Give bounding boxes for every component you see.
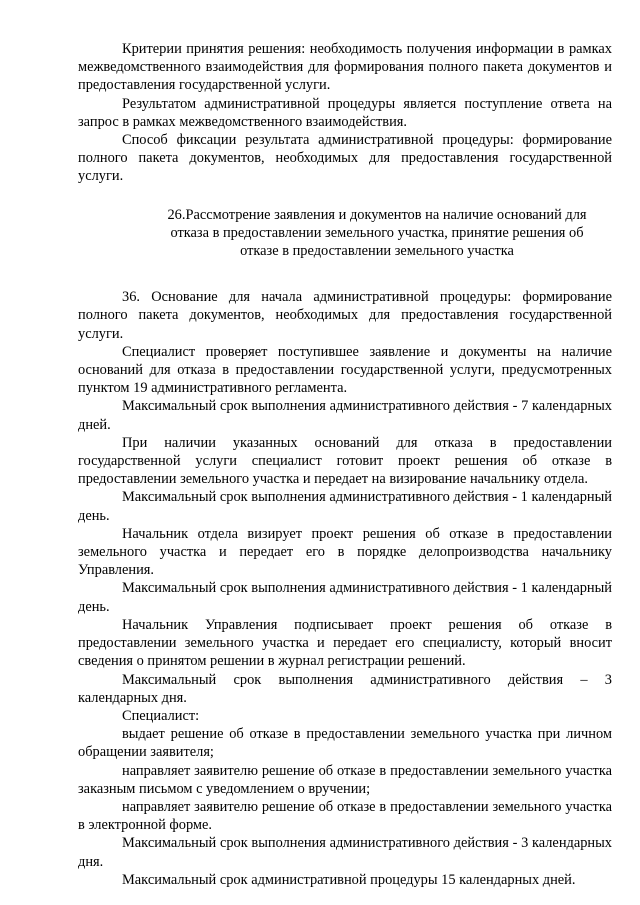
paragraph-specialist-check: Специалист проверяет поступившее заявление и документы на наличие оснований для отказа в предоставлении государственной услуги, предусмотренных пунктом 19 административного регламента. bbox=[78, 343, 612, 397]
paragraph-head-of-administration: Начальник Управления подписывает проект решения об отказе в предоставлении земельного участка и передает его специалисту, который вносит сведения о принятом решении в журнал регистрации решений. bbox=[78, 616, 612, 670]
paragraph-issue-personally: выдает решение об отказе в предоставлении земельного участка при личном обращении заявителя; bbox=[78, 726, 612, 761]
paragraph-max-term: Максимальный срок выполнения административного действия - 3 календарных дня. bbox=[78, 835, 612, 870]
paragraph-max-term: Максимальный срок выполнения административного действия - 1 календарный день. bbox=[78, 489, 612, 524]
section-heading-line: отказа в предоставлении земельного участка, принятие решения об bbox=[170, 224, 584, 241]
paragraph-max-term: Максимальный срок выполнения административного действия – 3 календарных дня. bbox=[78, 671, 612, 706]
document-page bbox=[78, 40, 612, 889]
paragraph-decision-criteria: Критерии принятия решения: необходимость получения информации в рамках межведомственного взаимодействия для формирования полного пакета документов и предоставления государственной услуги. bbox=[78, 41, 612, 94]
paragraph-result-fixation: Способ фиксации результата административной процедуры: формирование полного пакета документов, необходимых для предоставления государственной услуги. bbox=[78, 132, 612, 185]
section-heading bbox=[78, 206, 612, 261]
section-heading-line: 26.Рассмотрение заявления и документов на наличие оснований для bbox=[167, 206, 587, 223]
section-heading-line: отказе в предоставлении земельного участка bbox=[240, 243, 514, 260]
paragraph-procedure-basis: 36. Основание для начала административной процедуры: формирование полного пакета документов, необходимых для предоставления государственной услуги. bbox=[78, 289, 612, 342]
paragraph-specialist-label: Специалист: bbox=[122, 707, 200, 724]
paragraph-max-term: Максимальный срок выполнения административного действия - 7 календарных дней. bbox=[78, 398, 612, 433]
paragraph-draft-refusal: При наличии указанных оснований для отказа в предоставлении государственной услуги специалист готовит проект решения об отказе в предоставлении земельного участка и передает на визирование начальнику отдела. bbox=[78, 434, 612, 488]
paragraph-head-of-department: Начальник отдела визирует проект решения об отказе в предоставлении земельного участка и передает его в порядке делопроизводства начальнику Управления. bbox=[78, 525, 612, 579]
paragraph-procedure-result: Результатом административной процедуры является поступление ответа на запрос в рамках межведомственного взаимодействия. bbox=[78, 95, 612, 130]
paragraph-procedure-total-term: Максимальный срок административной процедуры 15 календарных дней. bbox=[122, 871, 576, 888]
paragraph-max-term: Максимальный срок выполнения административного действия - 1 календарный день. bbox=[78, 580, 612, 615]
paragraph-send-electronic: направляет заявителю решение об отказе в предоставлении земельного участка в электронной форме. bbox=[78, 798, 612, 834]
paragraph-send-by-mail: направляет заявителю решение об отказе в предоставлении земельного участка заказным письмом с уведомлением о вручении; bbox=[78, 762, 612, 797]
